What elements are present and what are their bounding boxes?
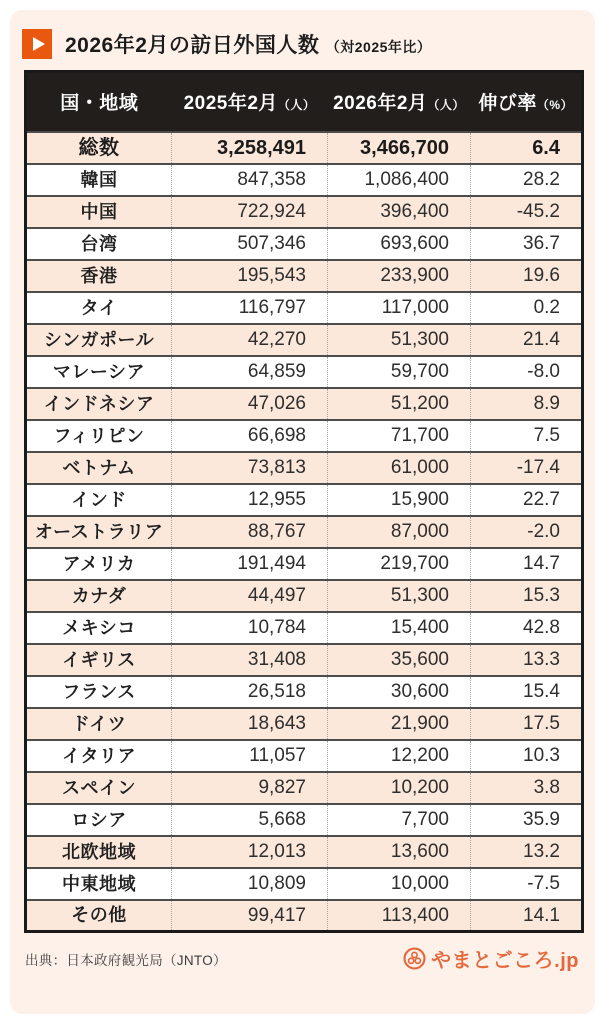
cell-region: 台湾 — [26, 228, 172, 260]
header-feb2026-label: 2026年2月 — [333, 93, 428, 115]
cell-feb2025: 26,518 — [172, 676, 328, 708]
table-container — [24, 70, 581, 973]
cell-growth: -7.5 — [471, 868, 583, 900]
site-logo — [403, 944, 579, 973]
header-growth — [471, 72, 583, 132]
cell-region: フィリピン — [26, 420, 172, 452]
cell-region: タイ — [26, 292, 172, 324]
cell-feb2025: 44,497 — [172, 580, 328, 612]
source-note: 出典：日本政府観光局（JNTO） — [25, 952, 227, 968]
infographic-card — [10, 10, 595, 1014]
cell-growth: 14.7 — [471, 548, 583, 580]
cell-growth: 8.9 — [471, 388, 583, 420]
cell-region: その他 — [26, 900, 172, 932]
page-title — [65, 29, 431, 59]
cell-feb2025: 99,417 — [172, 900, 328, 932]
cell-growth: 22.7 — [471, 484, 583, 516]
cell-feb2026: 30,600 — [328, 676, 471, 708]
cell-growth: 10.3 — [471, 740, 583, 772]
header-growth-unit: （%） — [536, 98, 574, 113]
cell-feb2026: 59,700 — [328, 356, 471, 388]
cell-feb2025: 10,784 — [172, 612, 328, 644]
site-logo-text: やまとごころ.jp — [431, 950, 579, 972]
cell-feb2026: 21,900 — [328, 708, 471, 740]
cell-region: マレーシア — [26, 356, 172, 388]
cell-region: 韓国 — [26, 164, 172, 196]
table-row — [26, 228, 583, 260]
cell-feb2026: 396,400 — [328, 196, 471, 228]
cell-growth: 6.4 — [471, 132, 583, 164]
cell-growth: 7.5 — [471, 420, 583, 452]
cell-growth: 3.8 — [471, 772, 583, 804]
cell-feb2025: 47,026 — [172, 388, 328, 420]
cell-feb2026: 233,900 — [328, 260, 471, 292]
cell-feb2025: 88,767 — [172, 516, 328, 548]
cell-region: 香港 — [26, 260, 172, 292]
cell-feb2026: 10,200 — [328, 772, 471, 804]
cell-region: 中東地域 — [26, 868, 172, 900]
yamatogokoro-mark-icon — [403, 947, 426, 970]
cell-feb2025: 66,698 — [172, 420, 328, 452]
cell-growth: 42.8 — [471, 612, 583, 644]
cell-feb2025: 18,643 — [172, 708, 328, 740]
cell-feb2025: 191,494 — [172, 548, 328, 580]
cell-region: ベトナム — [26, 452, 172, 484]
play-triangle-icon — [33, 37, 45, 51]
cell-growth: 19.6 — [471, 260, 583, 292]
table-row — [26, 612, 583, 644]
header-feb2026 — [328, 72, 471, 132]
cell-region: イギリス — [26, 644, 172, 676]
cell-growth: -17.4 — [471, 452, 583, 484]
cell-feb2026: 1,086,400 — [328, 164, 471, 196]
cell-region: オーストラリア — [26, 516, 172, 548]
cell-growth: 15.3 — [471, 580, 583, 612]
title-bar — [10, 10, 595, 70]
page-title-main: 2026年2月の訪日外国人数 — [65, 34, 320, 57]
cell-region: イタリア — [26, 740, 172, 772]
cell-feb2026: 12,200 — [328, 740, 471, 772]
cell-growth: 28.2 — [471, 164, 583, 196]
cell-feb2025: 722,924 — [172, 196, 328, 228]
cell-growth: 15.4 — [471, 676, 583, 708]
table-row — [26, 548, 583, 580]
cell-feb2026: 10,000 — [328, 868, 471, 900]
cell-feb2025: 42,270 — [172, 324, 328, 356]
table-row — [26, 484, 583, 516]
table-row — [26, 356, 583, 388]
table-body — [26, 132, 583, 932]
cell-feb2026: 117,000 — [328, 292, 471, 324]
header-region-label: 国・地域 — [60, 93, 139, 115]
cell-region: カナダ — [26, 580, 172, 612]
cell-feb2025: 64,859 — [172, 356, 328, 388]
footer — [24, 933, 581, 973]
cell-feb2026: 51,300 — [328, 324, 471, 356]
cell-feb2026: 51,300 — [328, 580, 471, 612]
cell-region: ロシア — [26, 804, 172, 836]
cell-growth: 21.4 — [471, 324, 583, 356]
cell-feb2025: 31,408 — [172, 644, 328, 676]
header-feb2025 — [172, 72, 328, 132]
cell-feb2026: 71,700 — [328, 420, 471, 452]
header-row — [26, 72, 583, 132]
cell-feb2025: 847,358 — [172, 164, 328, 196]
cell-feb2026: 219,700 — [328, 548, 471, 580]
table-row — [26, 644, 583, 676]
cell-region: インドネシア — [26, 388, 172, 420]
table-header — [26, 72, 583, 132]
table-row — [26, 516, 583, 548]
cell-feb2025: 195,543 — [172, 260, 328, 292]
cell-region: アメリカ — [26, 548, 172, 580]
table-row — [26, 836, 583, 868]
cell-feb2026: 13,600 — [328, 836, 471, 868]
table-row — [26, 164, 583, 196]
cell-growth: 0.2 — [471, 292, 583, 324]
cell-feb2026: 35,600 — [328, 644, 471, 676]
cell-growth: 35.9 — [471, 804, 583, 836]
cell-feb2025: 9,827 — [172, 772, 328, 804]
cell-feb2026: 113,400 — [328, 900, 471, 932]
cell-growth: 13.3 — [471, 644, 583, 676]
cell-feb2026: 3,466,700 — [328, 132, 471, 164]
table-row — [26, 804, 583, 836]
cell-feb2026: 15,400 — [328, 612, 471, 644]
cell-feb2025: 10,809 — [172, 868, 328, 900]
table-row-total — [26, 132, 583, 164]
cell-feb2025: 12,955 — [172, 484, 328, 516]
cell-region: 総数 — [26, 132, 172, 164]
cell-feb2026: 51,200 — [328, 388, 471, 420]
cell-growth: 14.1 — [471, 900, 583, 932]
cell-region: フランス — [26, 676, 172, 708]
cell-region: ドイツ — [26, 708, 172, 740]
table-row — [26, 260, 583, 292]
header-growth-label: 伸び率 — [478, 93, 537, 115]
cell-feb2026: 87,000 — [328, 516, 471, 548]
table-row — [26, 708, 583, 740]
header-feb2025-label: 2025年2月 — [183, 93, 278, 115]
table-row — [26, 388, 583, 420]
table-row — [26, 420, 583, 452]
play-icon — [22, 29, 52, 59]
cell-region: シンガポール — [26, 324, 172, 356]
cell-region: インド — [26, 484, 172, 516]
cell-feb2025: 507,346 — [172, 228, 328, 260]
cell-growth: -45.2 — [471, 196, 583, 228]
header-region — [26, 72, 172, 132]
cell-feb2025: 3,258,491 — [172, 132, 328, 164]
cell-feb2025: 116,797 — [172, 292, 328, 324]
table-row — [26, 196, 583, 228]
cell-growth: 36.7 — [471, 228, 583, 260]
table-row — [26, 772, 583, 804]
cell-growth: -2.0 — [471, 516, 583, 548]
cell-region: メキシコ — [26, 612, 172, 644]
cell-region: スペイン — [26, 772, 172, 804]
visitors-table — [24, 70, 584, 933]
table-row — [26, 452, 583, 484]
cell-feb2026: 693,600 — [328, 228, 471, 260]
table-row — [26, 900, 583, 932]
header-feb2025-unit: （人） — [277, 98, 316, 113]
table-row — [26, 868, 583, 900]
table-row — [26, 292, 583, 324]
cell-feb2026: 7,700 — [328, 804, 471, 836]
cell-feb2025: 5,668 — [172, 804, 328, 836]
cell-region: 中国 — [26, 196, 172, 228]
cell-feb2025: 73,813 — [172, 452, 328, 484]
cell-feb2025: 12,013 — [172, 836, 328, 868]
table-row — [26, 676, 583, 708]
table-row — [26, 324, 583, 356]
cell-feb2025: 11,057 — [172, 740, 328, 772]
header-feb2026-unit: （人） — [427, 98, 465, 113]
table-row — [26, 580, 583, 612]
cell-region: 北欧地域 — [26, 836, 172, 868]
cell-growth: 17.5 — [471, 708, 583, 740]
page-title-sub: （対2025年比） — [325, 39, 432, 55]
cell-feb2026: 15,900 — [328, 484, 471, 516]
cell-growth: -8.0 — [471, 356, 583, 388]
cell-feb2026: 61,000 — [328, 452, 471, 484]
cell-growth: 13.2 — [471, 836, 583, 868]
table-row — [26, 740, 583, 772]
